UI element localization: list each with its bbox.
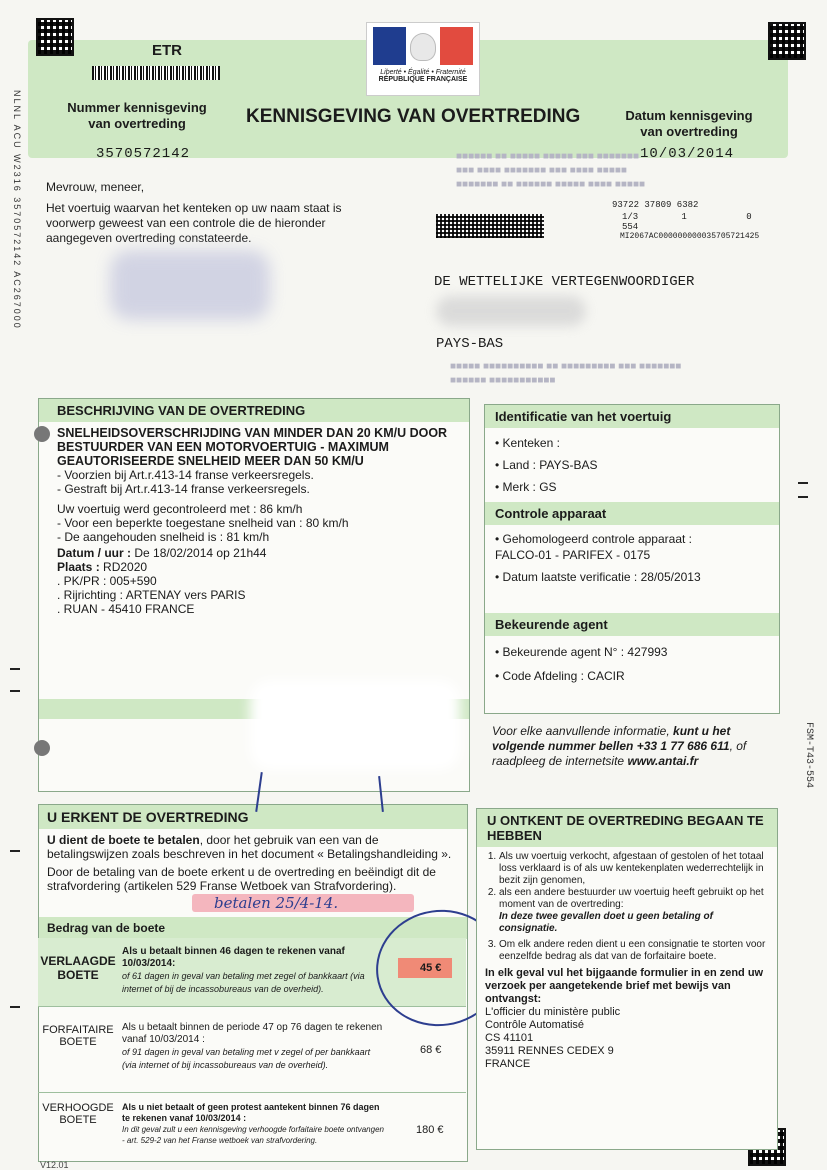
fine-label-increased: VERHOOGDE BOETE (42, 1102, 114, 1126)
date-value: 10/03/2014 (640, 146, 735, 162)
speed-limit: - Voor een beperkte toegestane snelheid van : 80 km/h (57, 516, 349, 530)
vehicle-heading: Identificatie van het voertuig (485, 405, 779, 428)
offence-place-label: Plaats : (57, 560, 100, 574)
vehicle-kenteken: • Kenteken : (495, 436, 560, 450)
datamatrix-code (436, 214, 544, 238)
fine-heading: Bedrag van de boete (39, 917, 467, 939)
deny-box (476, 808, 778, 1150)
offence-direction: . Rijrichting : ARTENAY vers PARIS (57, 588, 246, 602)
info-block: Voor elke aanvullende informatie, kunt u het volgende nummer bellen +33 1 77 686 611, of raadpleeg de internetsite www.antai.fr (492, 724, 747, 768)
deny-item-3: 3. Om elk andere reden dient u een consignatie te storten voor eenzelfde bedrag als dat van de forfaitaire boete. (499, 939, 769, 963)
intro-text: Het voertuig waarvan het kenteken op uw naam staat is voorwerp geweest van een controle die de hieronder aangegeven overtreding constateerde. (46, 201, 342, 245)
deny-item-2: 2. als een andere bestuurder uw voertuig heeft gebruikt op het moment van de overtreding: In deze twee gevallen doet u geen betaling of consignatie. (499, 887, 769, 935)
republic-logo (366, 22, 480, 96)
fine-amount-reduced: 45 € (420, 962, 442, 974)
salutation: Mevrouw, meneer, (46, 180, 145, 194)
side-code: FSM-T43-554 (803, 722, 814, 789)
bleed-through-text-2: ■■■■■ ■■■■■■■■■■ ■■ ■■■■■■■■■ ■■■ ■■■■■■■ ■■■■■■ ■■■■■■■■■■■ (450, 361, 682, 386)
agent-number: • Bekeurende agent N° : 427993 (495, 645, 668, 659)
deny-heading: U ONTKENT DE OVERTREDING BEGAAN TE HEBBEN (477, 809, 777, 847)
page-title: KENNISGEVING VAN OVERTREDING (246, 106, 581, 127)
barcode (92, 66, 220, 80)
speed-retained: - De aangehouden snelheid is : 81 km/h (57, 530, 270, 544)
fine-amount-increased: 180 € (416, 1124, 444, 1136)
acknowledge-paragraph-2: Door de betaling van de boete erkent u de overtreding en beëindigt dit de strafvordering (artikelen 529 Franse Wetboek van Strafvordering). (47, 865, 436, 893)
fine-label-reduced: VERLAAGDE BOETE (40, 954, 116, 982)
fine-cond-increased: Als u niet betaalt of geen protest aantekent binnen 76 dagen te rekenen vanaf 10/03/2014 : In dit geval zult u een kennisgeving verhoogde forfaitaire boete ontvangen - art. 529-2 van het Franse wetboek van strafvordering. (122, 1102, 384, 1145)
deny-address-3: CS 41101 (485, 1032, 534, 1044)
offence-rule-2: - Gestraft bij Art.r.413-14 franse verkeersregels. (57, 482, 310, 496)
deny-address-1: L'officier du ministère public (485, 1006, 621, 1018)
deny-form-text: In elk geval vul het bijgaande formulier in en zend uw verzoek per aangetekende brief met bewijs van ontvangst: (485, 967, 764, 1005)
control-device-label: • Gehomologeerd controle apparaat : (495, 532, 693, 546)
acknowledge-heading: U ERKENT DE OVERTREDING (39, 805, 467, 829)
republic-name: RÉPUBLIQUE FRANÇAISE (378, 76, 468, 83)
offence-place-value: RD2020 (103, 560, 148, 574)
redacted-name (110, 250, 270, 320)
redacted-address (436, 296, 586, 326)
control-heading: Controle apparaat (485, 502, 779, 525)
notice-number-label: Nummer kennisgeving van overtreding (67, 100, 207, 131)
agent-code: • Code Afdeling : CACIR (495, 669, 625, 683)
margin-tick (10, 1006, 20, 1008)
agent-heading: Bekeurende agent (485, 613, 779, 636)
fine-cond-reduced: Als u betaalt binnen 46 dagen te rekenen vanaf 10/03/2014: of 61 dagen in geval van betaling met zegel of bankkaart (via internet of bij de incassobureaus van de overheid). (122, 946, 365, 994)
fine-label-forfait: FORFAITAIRE BOETE (42, 1024, 114, 1048)
vehicle-land: • Land : PAYS-BAS (495, 458, 598, 472)
bleed-through-text: ■■■■■■ ■■ ■■■■■ ■■■■■ ■■■ ■■■■■■■ ■■■ ■■■■ ■■■■■■■ ■■■ ■■■■ ■■■■■ ■■■■■■■ ■■ ■■■■■■ ■■■■■ ■■■■ ■■■■■ (456, 151, 646, 190)
deny-address-5: FRANCE (485, 1058, 531, 1070)
address-code-line3: 554 (622, 222, 639, 232)
offence-heading: BESCHRIJVING VAN DE OVERTREDING (39, 399, 469, 422)
margin-tick (10, 690, 20, 692)
control-device-value: FALCO-01 - PARIFEX - 0175 (495, 548, 651, 562)
offence-ruan: . RUAN - 45410 FRANCE (57, 602, 195, 616)
fine-amount-forfait: 68 € (420, 1044, 442, 1056)
fine-cond-forfait: Als u betaalt binnen de periode 47 op 76 dagen te rekenen vanaf 10/03/2014 : of 91 dagen in geval van betaling met v zegel of per bankkaart (via internet of bij incassobureaus van de overheid). (122, 1022, 383, 1070)
deny-item-1: 1. Als uw voertuig verkocht, afgestaan of gestolen of het totaal loss verklaard is of als uw kentekenplaten wederrechtelijk in bezit zijn genomen, (499, 851, 769, 887)
margin-tick (10, 668, 20, 670)
date-label: Datum kennisgeving van overtreding (625, 108, 753, 139)
side-reference: NLNL ACU W2316 3570572142 AC267000 (12, 90, 22, 330)
notice-number: 3570572142 (96, 146, 191, 162)
margin-tick (798, 482, 808, 484)
handwritten-note: betalen 25/4-14. (214, 894, 339, 912)
offence-date-value: De 18/02/2014 op 21h44 (134, 546, 267, 560)
recipient-country: PAYS-BAS (436, 336, 504, 352)
punch-hole-top (34, 426, 50, 442)
footer-code: V12.01 (40, 1160, 69, 1170)
address-code-line1: 93722 37809 6382 (612, 200, 699, 210)
margin-tick (10, 850, 20, 852)
offence-description: SNELHEIDSOVERSCHRIJDING VAN MINDER DAN 20 KM/U DOOR BESTUURDER VAN EEN MOTORVOERTUIG - MAXIMUM GEAUTORISEERDE SNELHEID MEER DAN 50 KM/U (57, 426, 448, 468)
address-code-line2: 1/3 1 0 (622, 212, 752, 222)
offence-date-label: Datum / uur : (57, 546, 131, 560)
offence-rule-1: - Voorzien bij Art.r.413-14 franse verkeersregels. (57, 468, 314, 482)
speed-measured: Uw voertuig werd gecontroleerd met : 86 km/h (57, 502, 303, 516)
republic-motto: Liberté • Égalité • Fraternité (380, 69, 466, 76)
acknowledge-paragraph-1: U dient de boete te betalen, door het gebruik van een van de betalingswijzen zoals beschreven in het document « Betalingshandleiding ». (47, 833, 452, 861)
recipient-name: DE WETTELIJKE VERTEGENWOORDIGER (434, 274, 695, 290)
qr-code-top-right (768, 22, 806, 60)
deny-address-4: 35911 RENNES CEDEX 9 (485, 1045, 614, 1057)
redacted-plate-photo (250, 680, 460, 770)
offence-pk: . PK/PR : 005+590 (57, 574, 157, 588)
punch-hole-bottom (34, 740, 50, 756)
qr-code-top-left (36, 18, 74, 56)
vehicle-box (484, 404, 780, 714)
etr-label: ETR (152, 42, 182, 59)
address-code-line4: MI2067AC000000000035705721425 (620, 232, 760, 241)
deny-address-2: Contrôle Automatisé (485, 1019, 585, 1031)
control-verification: • Datum laatste verificatie : 28/05/2013 (495, 570, 701, 584)
margin-tick (798, 496, 808, 498)
vehicle-merk: • Merk : GS (495, 480, 557, 494)
